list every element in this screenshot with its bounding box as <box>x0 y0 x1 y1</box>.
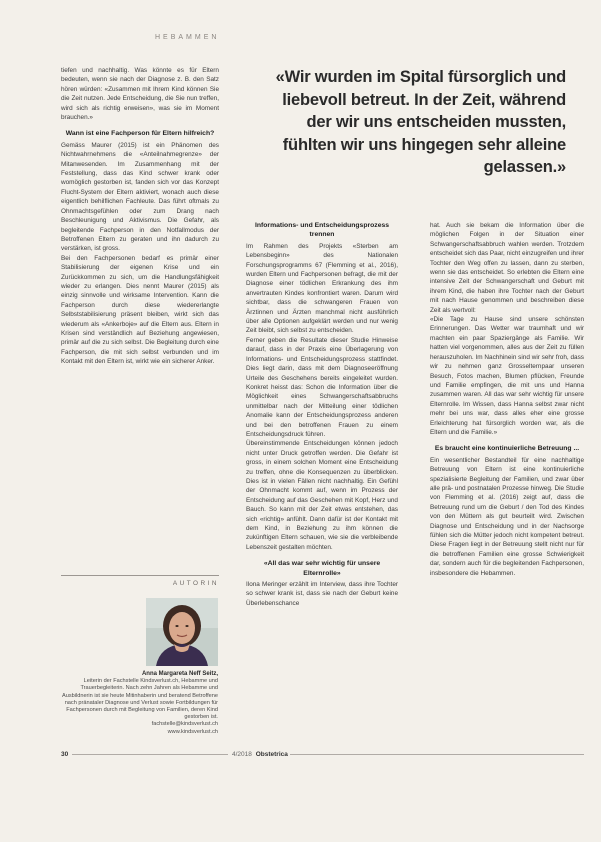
paragraph: Übereinstimmende Entscheidungen können jedoch nicht unter Druck getroffen werden. Die Gefahr ist gross, in einem solchen Moment eine Entscheidung zu treffen, ohne die Konsequenzen zu überblicken. Dies ist in vielen Fällen nicht nachhaltig. Ein Gefühl der Ohnmacht kommt auf, wenn im Prozess der Entscheidung auf das Geschehen mit Kopf, Herz und Bauch. So kann mit der Zeit etwas entstehen, das sich «richtig» anfühlt. Dann dafür ist der Kontakt mit dem Kind, in Beziehung zu ihm können die zukünftigen Eltern schauen, wie sie die verbleibende Lebenszeit gestalten möchten. <box>246 440 398 551</box>
paragraph: Ein wesentlicher Bestandteil für eine nachhaltige Betreuung von Eltern ist eine kontinuierliche spezialisierte Begleitung der Familien, und zwar über alle prä- und postnatalen Prozesse hinweg. Die Studie von Flemming et al. (2016) zeigt auf, dass die Betreuung rund um die Geburt / den Tod des Kindes von den Müttern als gut beurteilt wird. Zwischen Diagnose und Entscheidung und in der Nachsorge fühlen sich die Mütter jedoch nicht kompetent betreut. Diese Fragen liegt in der Betreuung stellt nicht nur für die betroffenen Familien eine grosse Schwierigkeit dar, sondern auch für die begleitenden Fachpersonen, insbesondere die Hebammen. <box>430 456 584 577</box>
paragraph: Bei den Fachpersonen bedarf es primär einer Stabilisierung der eigenen Krise und ein Zurückkommen zu sich, um die Handlungsfähigkeit wieder zu erlangen. Dies nennt Maurer (2015) als einzig sinnvolle und wirksame Intervention. Kann die Fachperson durch diese wiedererlangte Selbststabilisierung präsent bleiben, wirkt sich das wiederum als «Ankerboje» auf die Eltern aus. Eltern in Krisen sind verständlich auf Beziehung angewiesen, primär auf die zu sich selbst. Die Begleitung durch eine Fachperson, die mit sich selbst verbunden und im Kontakt mit den Eltern ist, wirkt wie ein sicherer Anker. <box>61 254 219 366</box>
paragraph: tiefen und nachhaltig. Was könnte es für Eltern bedeuten, wenn sie nach der Diagnose z. B. den Satz hören würden: «Zusammen mit Ihrem Kind können Sie die Zeit nutzen. Jede Entscheidung, die Sie nun treffen, wird sich als richtig erweisen», was sie im Moment brauchen.» <box>61 67 219 122</box>
subheading: Es braucht eine kontinuierliche Betreuung ... <box>434 445 580 453</box>
author-description: Leiterin der Fachstelle Kindsverlust.ch, Hebamme und Trauerbegleiterin. Nach zehn Jahren als Hebamme und Ausbildnerin ist sie heute Mitinhaberin und beratend Betroffene nach pränataler Diagnose und Verlust sowie Fortbildungen für Fachpersonen durch mit Begleitung von Familien, deren Kind gestorben ist. <box>61 678 218 721</box>
author-section-label <box>61 575 219 587</box>
issue-number: 4/2018 <box>232 751 252 758</box>
footer-rule-right <box>290 754 584 755</box>
author-name: Anna Margareta Neff Seitz, <box>141 671 218 677</box>
column-middle <box>246 221 398 608</box>
paragraph: Im Rahmen des Projekts «Sterben am Lebensbeginn» des Nationalen Forschungsprogramms 67 (Flemming et al., 2016), wurden Eltern und Fachpersonen befragt, die mit der Diagnose einer tödlichen Erkrankung des ihm anvertrauten Kindes konfrontiert waren. Darum wird sichtbar, dass die schwangeren Frauen von Ärztinnen und Ärzten manchmal nicht ausführlich über alle Optionen aufgeklärt werden und nur wenig Zeit bleibt, sich selbst zu entscheiden. <box>246 242 398 335</box>
subheading: «All das war sehr wichtig für unsere Elternrolle» <box>263 560 381 577</box>
column-right <box>430 221 584 578</box>
author-portrait <box>146 598 218 666</box>
paragraph: hat. Auch sie bekam die Information über die möglichen Folgen in der Situation einer Schwangerschaftsabbruch wahlen werden. Trotzdem entscheidet sich das Paar, nicht einzugreifen und ihrer Tochter den Weg offen zu lassen, dann zu sterben, wenn sie das entscheidet. So erlebten die Eltern eine intensive Zeit der Schwangerschaft und Geburt mit ihrem Kind, die haben ihre Tochter nach der Geburt mit nach Hause genommen und beschreiben diese Zeit als wertvoll: <box>430 222 584 314</box>
paragraph: Gemäss Maurer (2015) ist ein Phänomen des Nichtwahrnehmens die «Anteilnahmegrenze» der Mitanwesenden. Im Zusammenhang mit der Feststellung, dass das Kind schwer krank oder womöglich gestorben ist, fanden sich vor das Konzept Flucht-System der Eltern aktiviert, wonach auch diese eigentlich behilflichen Fachleute. Das führt oftmals zu Ohnmachtsgefühlen oder zum Drang nach Beschleunigung und Aktivismus. Die Gefahr, als begleitende Fachperson in den Notfallmodus der Betroffenen Eltern zu geraten und ihn dadurch zu verstärken, ist gross. <box>61 141 219 253</box>
pull-quote: «Wir wurden im Spital fürsorglich und liebevoll betreut. In der Zeit, während der wir uns entscheiden mussten, fühlten wir uns hingegen sehr alleine gelassen.» <box>275 68 566 176</box>
paragraph: Ilona Meringer erzählt im Interview, dass ihre Tochter so schwer krank ist, dass sie nach der Geburt keine Überlebenschance <box>246 581 398 607</box>
subheading: Wann ist eine Fachperson für Eltern hilfreich? <box>65 130 215 138</box>
column-left <box>61 66 219 367</box>
journal-footer <box>232 751 288 758</box>
author-email: fachstelle@kindsverlust.ch <box>151 721 218 728</box>
author-label: AUTORIN <box>172 580 219 587</box>
subheading: Informations- und Entscheidungsprozess trennen <box>254 222 390 239</box>
author-website: www.kindsverlust.ch <box>167 728 218 735</box>
journal-name: Obstetrica <box>255 751 288 758</box>
author-bio <box>61 671 218 736</box>
portrait-image <box>146 598 218 666</box>
paragraph: Ferner geben die Resultate dieser Studie Hinweise darauf, dass in der Praxis eine Überlagerung von Informations- und Entscheidungsprozess stattfindet. Dies liegt darin, dass mit dem Diagnoseeröffnung Urteile des Geschehens bereits eingeleitet wurden. Konkret heisst das: Schon die Information über die Möglichkeit eines Schwangerschaftsabbruchs unmittelbar nach der Mitteilung einer tödlichen Anomalie kann der Entscheidungsprozess anderen und bei den betroffenen Frauen zu einem Entscheidungsdruck führen. <box>246 336 398 438</box>
paragraph: «Die Tage zu Hause sind unsere schönsten Erinnerungen. Das Wetter war traumhaft und wir machten ein paar Spaziergänge als Familie. Wir hatten viel vorgenommen, alles aus der Zeit zu füllen herauszuholen. Im Nachhinein sind wir sehr froh, dass wir zu nehmen ganz Grosselternpaar unseren Besuch, Fotos machen, Blumen pflücken, Freunde und Familie empfingen, die mit uns und Hanna zusammen waren. All das war sehr wichtig für unsere Elternrolle. Im Wissen, dass Hanna selbst zwar nicht mehr bei uns war, dass alles eher eine grosse Erleichterung hat fürsorglich worden war, als die Eltern und die Familie.» <box>430 316 584 436</box>
section-label: HEBAMMEN <box>155 34 220 41</box>
footer-rule <box>72 754 228 755</box>
page-number: 30 <box>61 751 69 758</box>
